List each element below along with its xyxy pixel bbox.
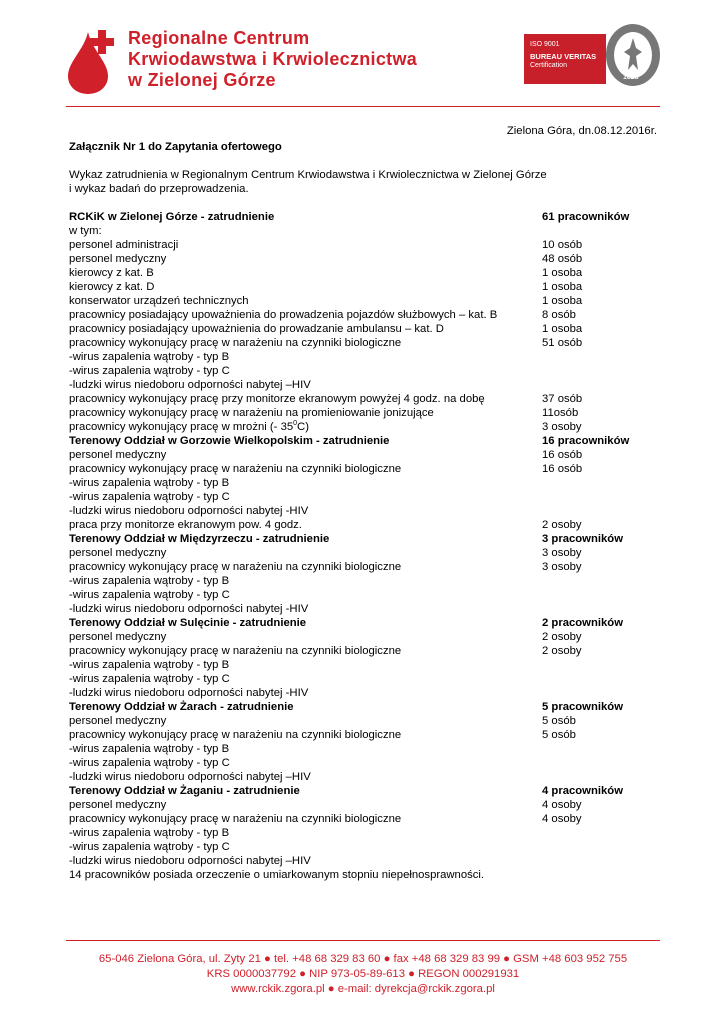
row-label: Terenowy Oddział w Żarach - zatrudnienie [69,701,294,713]
document-body [69,124,659,882]
row-label: RCKiK w Zielonej Górze - zatrudnienie [69,211,275,223]
list-item [69,490,659,504]
row-label: -ludzki wirus niedoboru odporności nabytej –HIV [69,379,311,391]
list-item [69,322,659,336]
list-item [69,742,659,756]
seal-year: 1828 [623,74,639,81]
row-count: 61 pracowników [542,211,630,223]
row-label: praca przy monitorze ekranowym pow. 4 godz. [69,519,302,531]
list-item [69,770,659,784]
iso-certification-badge [524,34,606,84]
row-count: 16 pracowników [542,435,630,447]
footer-registry: KRS 0000037792 ● NIP 973-05-89-613 ● REGON 000291931 [206,968,520,980]
row-count: 5 osób [542,729,576,741]
row-count: 16 osób [542,449,583,461]
list-item [69,224,659,238]
row-label: -wirus zapalenia wątroby - typ C [69,673,230,685]
list-item [69,280,659,294]
row-label: -wirus zapalenia wątroby - typ C [69,365,230,377]
row-label: -wirus zapalenia wątroby - typ B [69,743,230,755]
row-count: 5 pracowników [542,701,623,713]
footer-address: 65-046 Zielona Góra, ul. Zyty 21 ● tel. +48 68 329 83 60 ● fax +48 68 329 83 99 ● GSM +48 603 952 755 [98,953,628,965]
list-item [69,714,659,728]
letterhead [0,0,724,110]
list-item [69,266,659,280]
row-label: -wirus zapalenia wątroby - typ B [69,351,230,363]
row-label: pracownicy wykonujący pracę w narażeniu na czynniki biologiczne [69,561,402,573]
list-item [69,560,659,574]
row-count: 11osób [542,407,579,419]
bureau-veritas-seal [604,22,662,88]
organization-name [128,28,417,91]
list-item [69,812,659,826]
row-label: -ludzki wirus niedoboru odporności nabytej -HIV [69,687,309,699]
list-item [69,826,659,840]
row-count: 3 pracowników [542,533,623,545]
row-label: -ludzki wirus niedoboru odporności nabytej -HIV [69,505,309,517]
list-item [69,420,659,434]
row-count: 1 osoba [542,323,583,335]
row-label: Terenowy Oddział w Gorzowie Wielkopolskim - zatrudnienie [69,435,390,447]
row-count: 2 osoby [542,645,582,657]
row-label: 14 pracowników posiada orzeczenie o umiarkowanym stopniu niepełnosprawności. [69,869,485,881]
row-count: 3 osoby [542,421,582,433]
row-label: -wirus zapalenia wątroby - typ C [69,491,230,503]
row-label: -wirus zapalenia wątroby - typ B [69,477,230,489]
list-item [69,448,659,462]
row-label-superscript: 0 [293,420,298,428]
row-count: 2 osoby [542,519,582,531]
row-label: pracownicy wykonujący pracę w narażeniu na czynniki biologiczne [69,337,402,349]
footer-contact [66,952,660,997]
row-count: 37 osób [542,393,583,405]
row-label: -wirus zapalenia wątroby - typ C [69,589,230,601]
row-label: -ludzki wirus niedoboru odporności nabytej –HIV [69,771,311,783]
row-label: personel medyczny [69,799,167,811]
row-label: personel medyczny [69,631,167,643]
row-label: -wirus zapalenia wątroby - typ B [69,659,230,671]
row-label: pracownicy wykonujący pracę przy monitorze ekranowym powyżej 4 godz. na dobę [69,393,485,405]
document-title: Załącznik Nr 1 do Zapytania ofertowego [69,141,282,153]
row-count: 3 osoby [542,561,582,573]
list-item [69,588,659,602]
row-label: -wirus zapalenia wątroby - typ C [69,757,230,769]
row-label: w tym: [69,225,102,237]
row-label: -wirus zapalenia wątroby - typ C [69,841,230,853]
list-item [69,574,659,588]
footer-web-email[interactable]: www.rckik.zgora.pl ● e-mail: dyrekcja@rckik.zgora.pl [231,983,495,995]
row-count: 10 osób [542,239,583,251]
list-item [69,308,659,322]
row-count: 1 osoba [542,281,583,293]
list-item [69,238,659,252]
employment-list [69,210,659,882]
list-item [69,728,659,742]
row-label: personel medyczny [69,547,167,559]
list-item [69,378,659,392]
row-label: Terenowy Oddział w Sulęcinie - zatrudnienie [69,617,307,629]
org-name-line2: Krwiodawstwa i Krwiolecznictwa [128,49,418,69]
row-count: 8 osób [542,309,576,321]
row-count: 4 osoby [542,799,582,811]
row-label: -wirus zapalenia wątroby - typ B [69,827,230,839]
list-item [69,350,659,364]
footer-divider [66,940,660,941]
list-item [69,252,659,266]
section-heading-row [69,532,659,546]
row-label: -wirus zapalenia wątroby - typ B [69,575,230,587]
row-count: 51 osób [542,337,583,349]
row-label: personel medyczny [69,449,167,461]
cert-iso: ISO 9001 [530,41,560,48]
blood-drop-cross-logo [66,24,126,96]
row-label: pracownicy posiadający upoważnienia do prowadzenia pojazdów służbowych – kat. B [69,309,498,321]
row-label: konserwator urządzeń technicznych [69,295,249,307]
row-label: Terenowy Oddział w Międzyrzeczu - zatrudnienie [69,533,330,545]
cert-label: Certification [530,62,567,69]
row-label: personel administracji [69,239,179,251]
list-item [69,672,659,686]
intro-line2: i wykaz badań do przeprowadzenia. [69,183,249,195]
cert-bureau: BUREAU VERITAS [530,52,597,61]
row-label: pracownicy wykonujący pracę w narażeniu na promieniowanie jonizujące [69,407,434,419]
row-count: 5 osób [542,715,576,727]
list-item [69,798,659,812]
list-item [69,658,659,672]
row-count: 2 osoby [542,631,582,643]
row-count: 1 osoba [542,295,583,307]
header-divider [66,106,660,107]
section-heading-row [69,210,659,224]
list-item [69,518,659,532]
section-heading-row [69,784,659,798]
list-item [69,294,659,308]
row-count: 3 osoby [542,547,582,559]
row-count: 1 osoba [542,267,583,279]
row-label: pracownicy posiadający upoważnienia do prowadzanie ambulansu – kat. D [69,323,444,335]
list-item [69,336,659,350]
org-name-line3: w Zielonej Górze [128,70,276,90]
list-item [69,868,659,882]
row-label: pracownicy wykonujący pracę w narażeniu na czynniki biologiczne [69,813,402,825]
document-date: Zielona Góra, dn.08.12.2016r. [506,125,657,137]
row-count: 48 osób [542,253,583,265]
list-item [69,462,659,476]
row-label: -ludzki wirus niedoboru odporności nabytej –HIV [69,855,311,867]
list-item [69,630,659,644]
row-label: pracownicy wykonujący pracę w narażeniu na czynniki biologiczne [69,729,402,741]
list-item [69,392,659,406]
row-count: 16 osób [542,463,583,475]
intro-line1: Wykaz zatrudnienia w Regionalnym Centrum Krwiodawstwa i Krwiolecznictwa w Zielonej Górze [69,169,547,181]
row-label: pracownicy wykonujący pracę w narażeniu na czynniki biologiczne [69,645,402,657]
list-item [69,476,659,490]
section-heading-row [69,434,659,448]
section-heading-row [69,616,659,630]
row-count: 4 pracowników [542,785,623,797]
row-label: -ludzki wirus niedoboru odporności nabytej -HIV [69,603,309,615]
row-label: kierowcy z kat. B [69,267,154,279]
row-label: personel medyczny [69,715,167,727]
list-item [69,406,659,420]
list-item [69,840,659,854]
list-item [69,756,659,770]
list-item [69,854,659,868]
row-label: pracownicy wykonujący pracę w narażeniu na czynniki biologiczne [69,463,402,475]
row-count: 2 pracowników [542,617,623,629]
list-item [69,644,659,658]
list-item [69,364,659,378]
list-item [69,504,659,518]
row-label: kierowcy z kat. D [69,281,155,293]
row-label: pracownicy wykonujący pracę w mrożni (- $35^0C$) [69,420,309,433]
list-item [69,602,659,616]
list-item [69,546,659,560]
row-label-suffix: C) [297,421,309,433]
org-name-line1: Regionalne Centrum [128,28,310,48]
row-label: Terenowy Oddział w Żaganiu - zatrudnienie [69,785,300,797]
row-count: 4 osoby [542,813,582,825]
section-heading-row [69,700,659,714]
row-label: personel medyczny [69,253,167,265]
list-item [69,686,659,700]
